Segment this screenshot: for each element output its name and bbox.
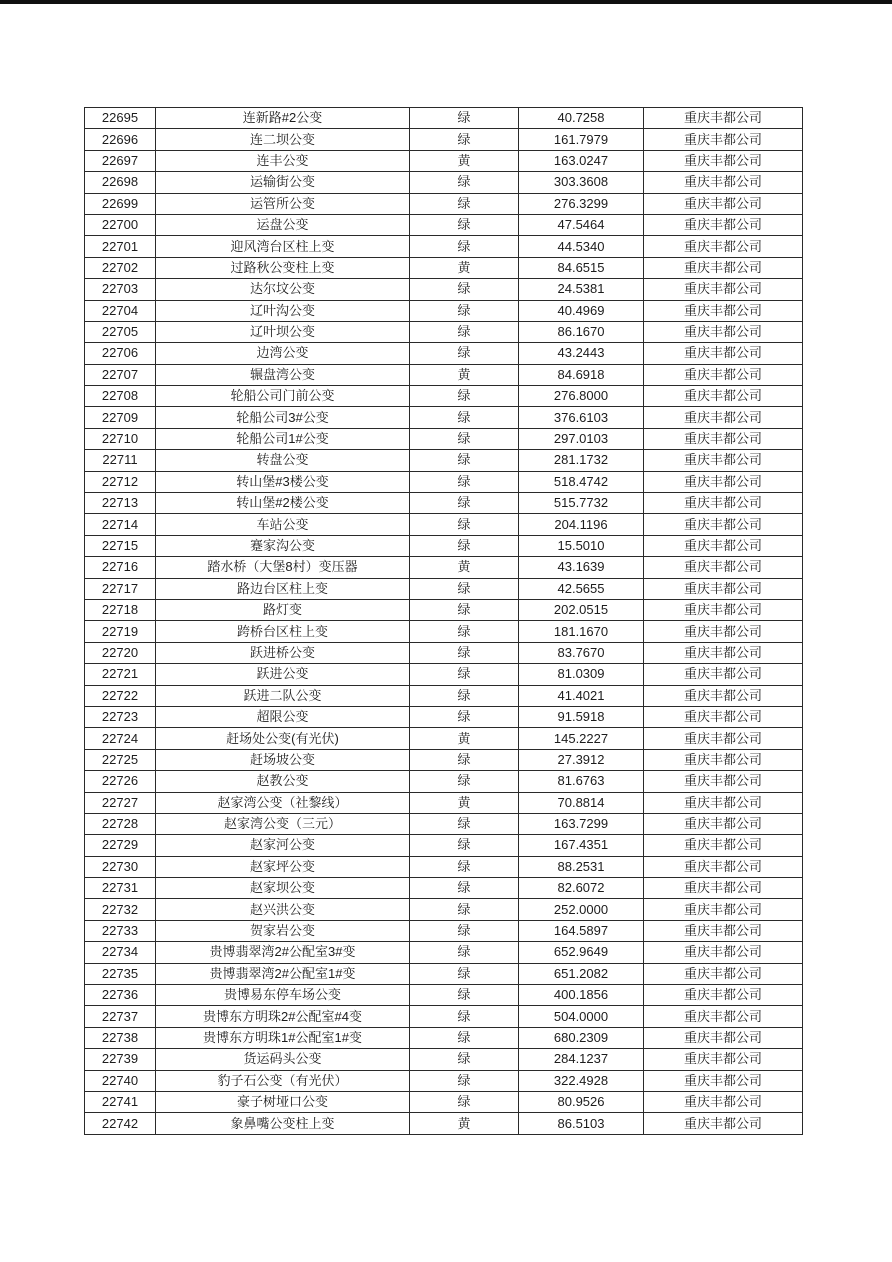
cell-value: 400.1856 [519, 985, 644, 1006]
cell-value: 84.6515 [519, 257, 644, 278]
cell-name: 轮船公司3#公变 [156, 407, 410, 428]
cell-name: 豪子树垭口公变 [156, 1091, 410, 1112]
table-row [85, 878, 803, 899]
cell-company: 重庆丰都公司 [644, 493, 803, 514]
cell-company: 重庆丰都公司 [644, 813, 803, 834]
table-row [85, 813, 803, 834]
cell-company: 重庆丰都公司 [644, 557, 803, 578]
cell-id: 22718 [85, 599, 156, 620]
cell-id: 22710 [85, 428, 156, 449]
cell-company: 重庆丰都公司 [644, 792, 803, 813]
cell-name: 边湾公变 [156, 343, 410, 364]
cell-status: 绿 [410, 599, 519, 620]
cell-name: 豹子石公变（有光伏） [156, 1070, 410, 1091]
cell-status: 绿 [410, 214, 519, 235]
cell-name: 赵家湾公变（三元） [156, 813, 410, 834]
cell-id: 22698 [85, 172, 156, 193]
cell-value: 651.2082 [519, 963, 644, 984]
table-row [85, 450, 803, 471]
table-row [85, 1006, 803, 1027]
cell-id: 22696 [85, 129, 156, 150]
cell-company: 重庆丰都公司 [644, 514, 803, 535]
cell-value: 297.0103 [519, 428, 644, 449]
cell-company: 重庆丰都公司 [644, 1027, 803, 1048]
cell-id: 22723 [85, 706, 156, 727]
cell-company: 重庆丰都公司 [644, 621, 803, 642]
cell-value: 86.1670 [519, 321, 644, 342]
cell-value: 145.2227 [519, 728, 644, 749]
cell-name: 轮船公司1#公变 [156, 428, 410, 449]
cell-company: 重庆丰都公司 [644, 300, 803, 321]
cell-id: 22735 [85, 963, 156, 984]
cell-id: 22734 [85, 942, 156, 963]
cell-status: 绿 [410, 450, 519, 471]
transformer-table [84, 107, 803, 1135]
cell-id: 22727 [85, 792, 156, 813]
cell-company: 重庆丰都公司 [644, 642, 803, 663]
cell-value: 284.1237 [519, 1049, 644, 1070]
cell-value: 88.2531 [519, 856, 644, 877]
cell-company: 重庆丰都公司 [644, 193, 803, 214]
cell-value: 81.0309 [519, 664, 644, 685]
cell-value: 515.7732 [519, 493, 644, 514]
table-row [85, 621, 803, 642]
cell-status: 黄 [410, 728, 519, 749]
cell-name: 过路秋公变柱上变 [156, 257, 410, 278]
cell-company: 重庆丰都公司 [644, 856, 803, 877]
cell-company: 重庆丰都公司 [644, 749, 803, 770]
table-row [85, 236, 803, 257]
cell-id: 22702 [85, 257, 156, 278]
table-body [85, 108, 803, 1135]
cell-id: 22715 [85, 535, 156, 556]
cell-company: 重庆丰都公司 [644, 685, 803, 706]
cell-value: 81.6763 [519, 771, 644, 792]
cell-company: 重庆丰都公司 [644, 664, 803, 685]
cell-name: 转盘公变 [156, 450, 410, 471]
cell-id: 22724 [85, 728, 156, 749]
table-row [85, 985, 803, 1006]
cell-name: 运管所公变 [156, 193, 410, 214]
cell-status: 绿 [410, 942, 519, 963]
cell-status: 绿 [410, 343, 519, 364]
table-row [85, 386, 803, 407]
cell-id: 22705 [85, 321, 156, 342]
cell-company: 重庆丰都公司 [644, 942, 803, 963]
cell-status: 绿 [410, 108, 519, 129]
cell-name: 连二坝公变 [156, 129, 410, 150]
cell-company: 重庆丰都公司 [644, 407, 803, 428]
cell-status: 绿 [410, 985, 519, 1006]
cell-id: 22736 [85, 985, 156, 1006]
table-row [85, 364, 803, 385]
cell-id: 22720 [85, 642, 156, 663]
cell-status: 绿 [410, 1006, 519, 1027]
cell-status: 黄 [410, 150, 519, 171]
table-row [85, 1091, 803, 1112]
cell-value: 44.5340 [519, 236, 644, 257]
cell-name: 赵教公变 [156, 771, 410, 792]
table-row [85, 1070, 803, 1091]
cell-status: 绿 [410, 1027, 519, 1048]
cell-name: 轮船公司门前公变 [156, 386, 410, 407]
cell-company: 重庆丰都公司 [644, 343, 803, 364]
cell-id: 22726 [85, 771, 156, 792]
table-row [85, 193, 803, 214]
cell-status: 绿 [410, 535, 519, 556]
cell-status: 绿 [410, 321, 519, 342]
cell-id: 22703 [85, 279, 156, 300]
table-row [85, 407, 803, 428]
cell-value: 40.7258 [519, 108, 644, 129]
cell-company: 重庆丰都公司 [644, 599, 803, 620]
cell-value: 518.4742 [519, 471, 644, 492]
cell-name: 贵博易东停车场公变 [156, 985, 410, 1006]
cell-status: 绿 [410, 685, 519, 706]
cell-company: 重庆丰都公司 [644, 450, 803, 471]
cell-value: 91.5918 [519, 706, 644, 727]
table-row [85, 471, 803, 492]
table-row [85, 771, 803, 792]
cell-name: 超限公变 [156, 706, 410, 727]
top-border-bar [0, 0, 892, 4]
cell-id: 22740 [85, 1070, 156, 1091]
cell-company: 重庆丰都公司 [644, 578, 803, 599]
table-row [85, 108, 803, 129]
cell-value: 161.7979 [519, 129, 644, 150]
cell-value: 86.5103 [519, 1113, 644, 1134]
table-row [85, 599, 803, 620]
cell-status: 绿 [410, 749, 519, 770]
cell-company: 重庆丰都公司 [644, 428, 803, 449]
cell-id: 22728 [85, 813, 156, 834]
cell-company: 重庆丰都公司 [644, 706, 803, 727]
cell-company: 重庆丰都公司 [644, 321, 803, 342]
cell-status: 绿 [410, 899, 519, 920]
cell-name: 贵博东方明珠1#公配室1#变 [156, 1027, 410, 1048]
cell-company: 重庆丰都公司 [644, 899, 803, 920]
cell-status: 绿 [410, 813, 519, 834]
table-row [85, 749, 803, 770]
cell-id: 22721 [85, 664, 156, 685]
cell-id: 22713 [85, 493, 156, 514]
cell-name: 车站公变 [156, 514, 410, 535]
cell-id: 22697 [85, 150, 156, 171]
cell-status: 绿 [410, 129, 519, 150]
cell-value: 281.1732 [519, 450, 644, 471]
cell-id: 22716 [85, 557, 156, 578]
table-row [85, 1113, 803, 1134]
cell-name: 蹇家沟公变 [156, 535, 410, 556]
table-row [85, 835, 803, 856]
cell-id: 22711 [85, 450, 156, 471]
cell-company: 重庆丰都公司 [644, 471, 803, 492]
table-row [85, 557, 803, 578]
cell-status: 黄 [410, 557, 519, 578]
cell-id: 22712 [85, 471, 156, 492]
table-row [85, 535, 803, 556]
cell-status: 黄 [410, 1113, 519, 1134]
cell-name: 象鼻嘴公变柱上变 [156, 1113, 410, 1134]
cell-name: 贵博翡翠湾2#公配室3#变 [156, 942, 410, 963]
cell-name: 连新路#2公变 [156, 108, 410, 129]
cell-name: 跃进桥公变 [156, 642, 410, 663]
cell-status: 绿 [410, 428, 519, 449]
cell-id: 22707 [85, 364, 156, 385]
cell-value: 204.1196 [519, 514, 644, 535]
cell-name: 路灯变 [156, 599, 410, 620]
table-row [85, 279, 803, 300]
cell-name: 转山堡#2楼公变 [156, 493, 410, 514]
cell-name: 运输街公变 [156, 172, 410, 193]
table-row [85, 578, 803, 599]
cell-company: 重庆丰都公司 [644, 1091, 803, 1112]
table-row [85, 899, 803, 920]
cell-status: 绿 [410, 642, 519, 663]
cell-value: 276.8000 [519, 386, 644, 407]
cell-company: 重庆丰都公司 [644, 150, 803, 171]
cell-value: 43.1639 [519, 557, 644, 578]
cell-status: 绿 [410, 1049, 519, 1070]
cell-id: 22714 [85, 514, 156, 535]
cell-value: 43.2443 [519, 343, 644, 364]
cell-status: 绿 [410, 407, 519, 428]
cell-value: 276.3299 [519, 193, 644, 214]
cell-company: 重庆丰都公司 [644, 771, 803, 792]
cell-id: 22695 [85, 108, 156, 129]
cell-status: 绿 [410, 856, 519, 877]
cell-name: 赵家湾公变（社黎线） [156, 792, 410, 813]
cell-status: 绿 [410, 878, 519, 899]
cell-id: 22719 [85, 621, 156, 642]
table-row [85, 792, 803, 813]
cell-id: 22738 [85, 1027, 156, 1048]
cell-value: 40.4969 [519, 300, 644, 321]
cell-status: 绿 [410, 621, 519, 642]
cell-company: 重庆丰都公司 [644, 1006, 803, 1027]
cell-company: 重庆丰都公司 [644, 835, 803, 856]
cell-company: 重庆丰都公司 [644, 108, 803, 129]
cell-status: 绿 [410, 664, 519, 685]
cell-value: 202.0515 [519, 599, 644, 620]
cell-value: 163.0247 [519, 150, 644, 171]
cell-value: 167.4351 [519, 835, 644, 856]
cell-id: 22709 [85, 407, 156, 428]
cell-company: 重庆丰都公司 [644, 172, 803, 193]
table-row [85, 343, 803, 364]
cell-name: 跃进公变 [156, 664, 410, 685]
cell-status: 黄 [410, 364, 519, 385]
table-row [85, 150, 803, 171]
cell-status: 绿 [410, 578, 519, 599]
cell-id: 22730 [85, 856, 156, 877]
cell-name: 转山堡#3楼公变 [156, 471, 410, 492]
cell-name: 迎风湾台区柱上变 [156, 236, 410, 257]
cell-status: 绿 [410, 386, 519, 407]
cell-company: 重庆丰都公司 [644, 878, 803, 899]
cell-name: 辽叶沟公变 [156, 300, 410, 321]
cell-id: 22722 [85, 685, 156, 706]
cell-value: 80.9526 [519, 1091, 644, 1112]
table-row [85, 706, 803, 727]
cell-company: 重庆丰都公司 [644, 129, 803, 150]
cell-status: 黄 [410, 257, 519, 278]
cell-company: 重庆丰都公司 [644, 214, 803, 235]
cell-name: 赵家坝公变 [156, 878, 410, 899]
cell-value: 164.5897 [519, 920, 644, 941]
cell-id: 22729 [85, 835, 156, 856]
table-row [85, 1027, 803, 1048]
cell-name: 货运码头公变 [156, 1049, 410, 1070]
cell-id: 22701 [85, 236, 156, 257]
table-row [85, 300, 803, 321]
cell-value: 27.3912 [519, 749, 644, 770]
cell-id: 22717 [85, 578, 156, 599]
cell-id: 22737 [85, 1006, 156, 1027]
cell-status: 黄 [410, 792, 519, 813]
table-row [85, 642, 803, 663]
cell-status: 绿 [410, 1091, 519, 1112]
cell-company: 重庆丰都公司 [644, 920, 803, 941]
cell-company: 重庆丰都公司 [644, 279, 803, 300]
cell-value: 303.3608 [519, 172, 644, 193]
cell-value: 252.0000 [519, 899, 644, 920]
cell-status: 绿 [410, 771, 519, 792]
cell-status: 绿 [410, 706, 519, 727]
cell-company: 重庆丰都公司 [644, 535, 803, 556]
table-row [85, 664, 803, 685]
cell-id: 22706 [85, 343, 156, 364]
cell-name: 赵家坪公变 [156, 856, 410, 877]
cell-company: 重庆丰都公司 [644, 1049, 803, 1070]
table-row [85, 172, 803, 193]
cell-id: 22732 [85, 899, 156, 920]
cell-status: 绿 [410, 236, 519, 257]
cell-value: 504.0000 [519, 1006, 644, 1027]
cell-name: 赶场坡公变 [156, 749, 410, 770]
cell-name: 赵家河公变 [156, 835, 410, 856]
cell-value: 82.6072 [519, 878, 644, 899]
table-row [85, 728, 803, 749]
cell-value: 680.2309 [519, 1027, 644, 1048]
cell-value: 163.7299 [519, 813, 644, 834]
cell-name: 赶场处公变(有光伏) [156, 728, 410, 749]
table-row [85, 428, 803, 449]
cell-status: 绿 [410, 835, 519, 856]
table-row [85, 685, 803, 706]
cell-company: 重庆丰都公司 [644, 1113, 803, 1134]
cell-name: 连丰公变 [156, 150, 410, 171]
cell-id: 22699 [85, 193, 156, 214]
cell-company: 重庆丰都公司 [644, 386, 803, 407]
cell-id: 22708 [85, 386, 156, 407]
cell-company: 重庆丰都公司 [644, 1070, 803, 1091]
cell-status: 绿 [410, 493, 519, 514]
cell-name: 达尔坟公变 [156, 279, 410, 300]
table-row [85, 514, 803, 535]
cell-status: 绿 [410, 471, 519, 492]
cell-id: 22742 [85, 1113, 156, 1134]
table-row [85, 963, 803, 984]
cell-value: 652.9649 [519, 942, 644, 963]
table-row [85, 214, 803, 235]
cell-id: 22741 [85, 1091, 156, 1112]
cell-name: 踏水桥（大堡8村）变压器 [156, 557, 410, 578]
table-row [85, 257, 803, 278]
cell-name: 跨桥台区柱上变 [156, 621, 410, 642]
cell-id: 22700 [85, 214, 156, 235]
cell-id: 22731 [85, 878, 156, 899]
cell-id: 22725 [85, 749, 156, 770]
cell-name: 辗盘湾公变 [156, 364, 410, 385]
cell-name: 贵博东方明珠2#公配室#4变 [156, 1006, 410, 1027]
cell-status: 绿 [410, 1070, 519, 1091]
table-row [85, 1049, 803, 1070]
cell-value: 181.1670 [519, 621, 644, 642]
cell-name: 辽叶坝公变 [156, 321, 410, 342]
cell-company: 重庆丰都公司 [644, 985, 803, 1006]
cell-status: 绿 [410, 514, 519, 535]
cell-name: 路边台区柱上变 [156, 578, 410, 599]
cell-id: 22704 [85, 300, 156, 321]
cell-status: 绿 [410, 920, 519, 941]
cell-value: 41.4021 [519, 685, 644, 706]
cell-name: 跃进二队公变 [156, 685, 410, 706]
cell-value: 15.5010 [519, 535, 644, 556]
cell-value: 83.7670 [519, 642, 644, 663]
cell-value: 322.4928 [519, 1070, 644, 1091]
cell-company: 重庆丰都公司 [644, 257, 803, 278]
cell-company: 重庆丰都公司 [644, 963, 803, 984]
cell-name: 贺家岩公变 [156, 920, 410, 941]
table-row [85, 856, 803, 877]
cell-value: 376.6103 [519, 407, 644, 428]
cell-value: 42.5655 [519, 578, 644, 599]
cell-company: 重庆丰都公司 [644, 728, 803, 749]
cell-company: 重庆丰都公司 [644, 236, 803, 257]
cell-id: 22739 [85, 1049, 156, 1070]
cell-value: 47.5464 [519, 214, 644, 235]
table-row [85, 321, 803, 342]
cell-value: 70.8814 [519, 792, 644, 813]
cell-name: 运盘公变 [156, 214, 410, 235]
cell-id: 22733 [85, 920, 156, 941]
cell-name: 贵博翡翠湾2#公配室1#变 [156, 963, 410, 984]
cell-status: 绿 [410, 172, 519, 193]
cell-status: 绿 [410, 279, 519, 300]
cell-status: 绿 [410, 300, 519, 321]
cell-value: 24.5381 [519, 279, 644, 300]
cell-status: 绿 [410, 963, 519, 984]
cell-name: 赵兴洪公变 [156, 899, 410, 920]
cell-company: 重庆丰都公司 [644, 364, 803, 385]
table-row [85, 493, 803, 514]
table-row [85, 129, 803, 150]
table-row [85, 920, 803, 941]
cell-status: 绿 [410, 193, 519, 214]
table-row [85, 942, 803, 963]
cell-value: 84.6918 [519, 364, 644, 385]
